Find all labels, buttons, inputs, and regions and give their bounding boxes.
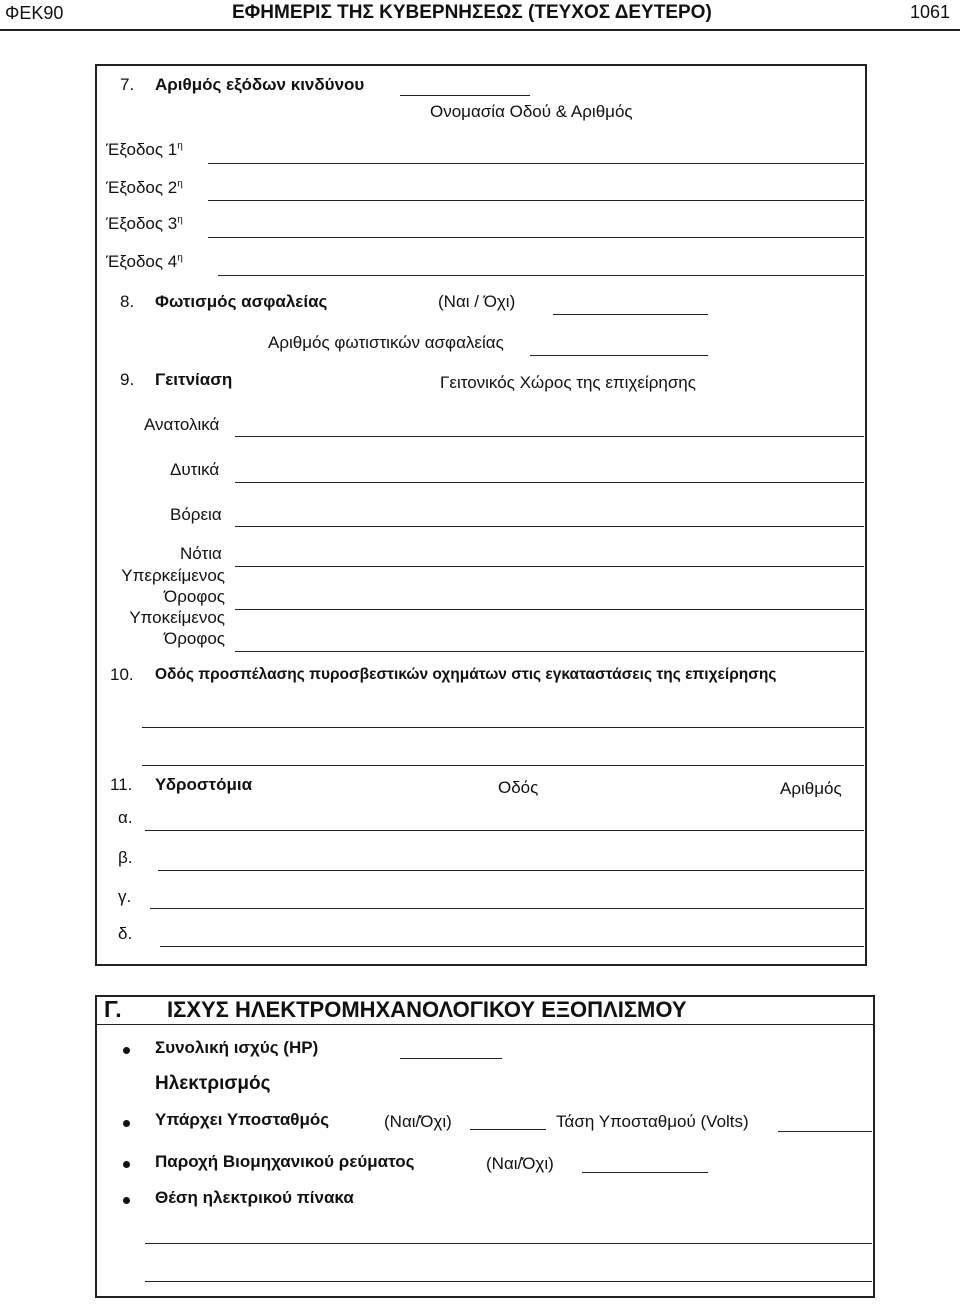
direction-west-label: Δυτικά — [170, 460, 220, 479]
hydrant-street-header: Οδός — [498, 778, 539, 797]
direction-west-field[interactable] — [235, 482, 864, 483]
section7-column-header: Ονομασία Οδού & Αριθμός — [430, 102, 633, 121]
direction-south-field[interactable] — [235, 566, 864, 567]
total-power-label: Συνολική ισχύς (HP) — [155, 1038, 319, 1057]
industrial-yes-no-label: (Ναι/Όχι) — [486, 1154, 554, 1173]
hydrant-row-a-label: α. — [118, 808, 133, 827]
floor-below-label-1: Υποκείμενος — [129, 608, 225, 627]
exit-count-field[interactable] — [400, 95, 530, 96]
panel-location-field-1[interactable] — [145, 1243, 872, 1244]
bullet-icon — [123, 1047, 130, 1054]
direction-south-label: Νότια — [180, 544, 222, 563]
floor-below-field[interactable] — [235, 651, 864, 652]
exit-3-field[interactable] — [208, 237, 864, 238]
section7-number: 7. — [120, 75, 135, 94]
exit-4-field[interactable] — [218, 275, 864, 276]
exit-3-label: Έξοδος $3^\eta$ — [106, 214, 183, 233]
substation-label: Υπάρχει Υποσταθμός — [155, 1110, 330, 1129]
hydrant-row-b-field[interactable] — [158, 870, 864, 871]
page-header-title: ΕΦΗΜΕΡΙΣ ΤΗΣ ΚΥΒΕΡΝΗΣΕΩΣ (ΤΕΥΧΟΣ ΔΕΥΤΕΡΟ) — [232, 2, 712, 23]
hydrant-row-c-label: γ. — [118, 887, 132, 906]
substation-voltage-field[interactable] — [778, 1131, 872, 1132]
header-rule — [0, 29, 960, 31]
substation-yes-no-label: (Ναι/Όχι) — [384, 1112, 452, 1131]
floor-below-label-2: Όροφος — [164, 629, 225, 648]
floor-above-label-2: Όροφος — [164, 587, 225, 606]
bullet-icon — [123, 1161, 130, 1168]
access-road-field-1[interactable] — [142, 727, 864, 728]
hydrant-row-a-field[interactable] — [145, 830, 864, 831]
industrial-supply-field[interactable] — [582, 1172, 708, 1173]
exit-2-field[interactable] — [208, 200, 864, 201]
section10-title: Οδός προσπέλασης πυροσβεστικών οχημάτων στις εγκαταστάσεις της επιχείρησης — [155, 666, 777, 683]
emergency-lighting-field[interactable] — [553, 314, 708, 315]
total-power-field[interactable] — [400, 1058, 502, 1059]
direction-east-label: Ανατολικά — [144, 415, 220, 434]
direction-east-field[interactable] — [235, 436, 864, 437]
section8-yes-no-label: (Ναι / Όχι) — [438, 292, 516, 311]
access-road-field-2[interactable] — [142, 765, 864, 766]
lighting-count-field[interactable] — [530, 355, 708, 356]
hydrant-number-header: Αριθμός — [780, 779, 842, 798]
section9-number: 9. — [120, 370, 135, 389]
section9-title: Γειτνίαση — [155, 370, 233, 389]
section9-column-header: Γειτονικός Χώρος της επιχείρησης — [440, 373, 696, 392]
substation-field[interactable] — [470, 1129, 546, 1130]
substation-voltage-label: Τάση Υποσταθμού (Volts) — [556, 1112, 749, 1131]
page-number: 1061 — [910, 2, 951, 22]
panel-location-field-2[interactable] — [145, 1281, 872, 1282]
exit-2-label: Έξοδος $2^\eta$ — [106, 178, 183, 197]
section10-number: 10. — [110, 665, 134, 684]
exit-4-label: Έξοδος $4^\eta$ — [106, 252, 183, 271]
section8-title: Φωτισμός ασφαλείας — [155, 292, 328, 311]
bullet-icon — [123, 1197, 130, 1204]
electrification-heading: Ηλεκτρισμός — [155, 1073, 271, 1094]
hydrant-row-b-label: β. — [118, 848, 133, 867]
floor-above-field[interactable] — [235, 609, 864, 610]
sectionG-title: ΙΣΧΥΣ ΗΛΕΚΤΡΟΜΗΧΑΝΟΛΟΓΙΚΟΥ ΕΞΟΠΛΙΣΜΟΥ — [167, 997, 687, 1022]
page-header-left: ΦΕΚ90 — [5, 3, 64, 23]
section7-title: Αριθμός εξόδων κινδύνου — [155, 75, 365, 94]
industrial-supply-label: Παροχή Βιομηχανικού ρεύματος — [155, 1152, 415, 1171]
section8-number: 8. — [120, 292, 135, 311]
bullet-icon — [123, 1120, 130, 1127]
direction-north-field[interactable] — [235, 526, 864, 527]
exit-1-field[interactable] — [208, 163, 864, 164]
sectionG-title-rule — [97, 1024, 873, 1025]
panel-location-label: Θέση ηλεκτρικού πίνακα — [155, 1188, 354, 1207]
hydrant-row-c-field[interactable] — [150, 908, 864, 909]
exit-1-label: Έξοδος $1^\eta$ — [106, 140, 183, 159]
lighting-count-label: Αριθμός φωτιστικών ασφαλείας — [268, 333, 504, 352]
floor-above-label-1: Υπερκείμενος — [121, 566, 225, 585]
sectionG-letter: Γ. — [104, 996, 122, 1022]
section11-number: 11. — [110, 775, 133, 794]
hydrant-row-d-field[interactable] — [160, 946, 864, 947]
direction-north-label: Βόρεια — [170, 505, 222, 524]
section11-title: Υδροστόμια — [155, 775, 253, 794]
hydrant-row-d-label: δ. — [118, 924, 133, 943]
